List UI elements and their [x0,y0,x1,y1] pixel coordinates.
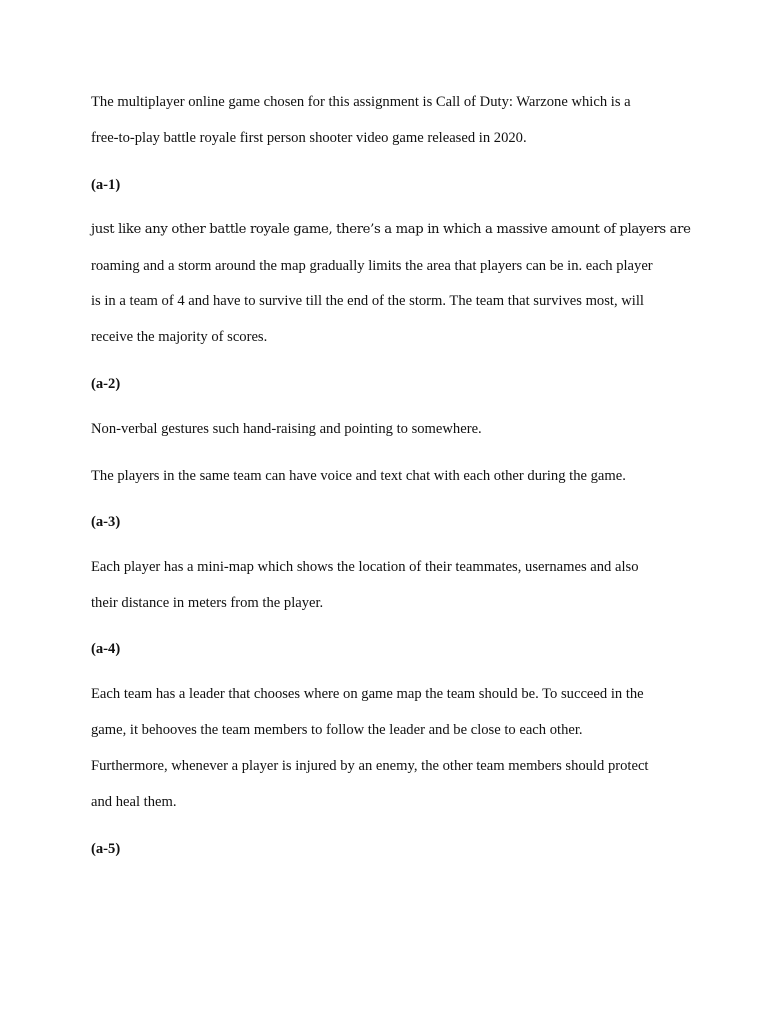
intro-line-1: The multiplayer online game chosen for this assignment is Call of Duty: Warzone which is a [91,94,631,110]
section-heading-a4: (a-4) [91,641,121,657]
section-heading-a1: (a-1) [91,177,121,193]
intro-line-2: free-to-play battle royale first person shooter video game released in 2020. [91,130,527,146]
a1-line-1: just like any other battle royale game, there’s a map in which a massive amount of players are [91,222,691,237]
section-heading-a3: (a-3) [91,514,121,530]
a3-line-2: their distance in meters from the player. [91,595,324,611]
a1-line-2: roaming and a storm around the map gradually limits the area that players can be in. each player [91,258,653,274]
a3-line-1: Each player has a mini-map which shows the location of their teammates, usernames and also [91,559,639,575]
a1-line-4: receive the majority of scores. [91,329,268,345]
a4-line-2: game, it behooves the team members to follow the leader and be close to each other. [91,722,583,738]
a1-line-3: is in a team of 4 and have to survive till the end of the storm. The team that survives most, will [91,293,644,309]
section-heading-a5: (a-5) [91,841,121,857]
section-heading-a2: (a-2) [91,376,121,392]
a2-paragraph-1: Non-verbal gestures such hand-raising and pointing to somewhere. [91,421,482,437]
a2-paragraph-2: The players in the same team can have voice and text chat with each other during the game. [91,468,626,484]
a4-line-3: Furthermore, whenever a player is injured by an enemy, the other team members should protect [91,758,649,774]
a4-line-1: Each team has a leader that chooses where on game map the team should be. To succeed in the [91,686,644,702]
a4-line-4: and heal them. [91,794,177,810]
